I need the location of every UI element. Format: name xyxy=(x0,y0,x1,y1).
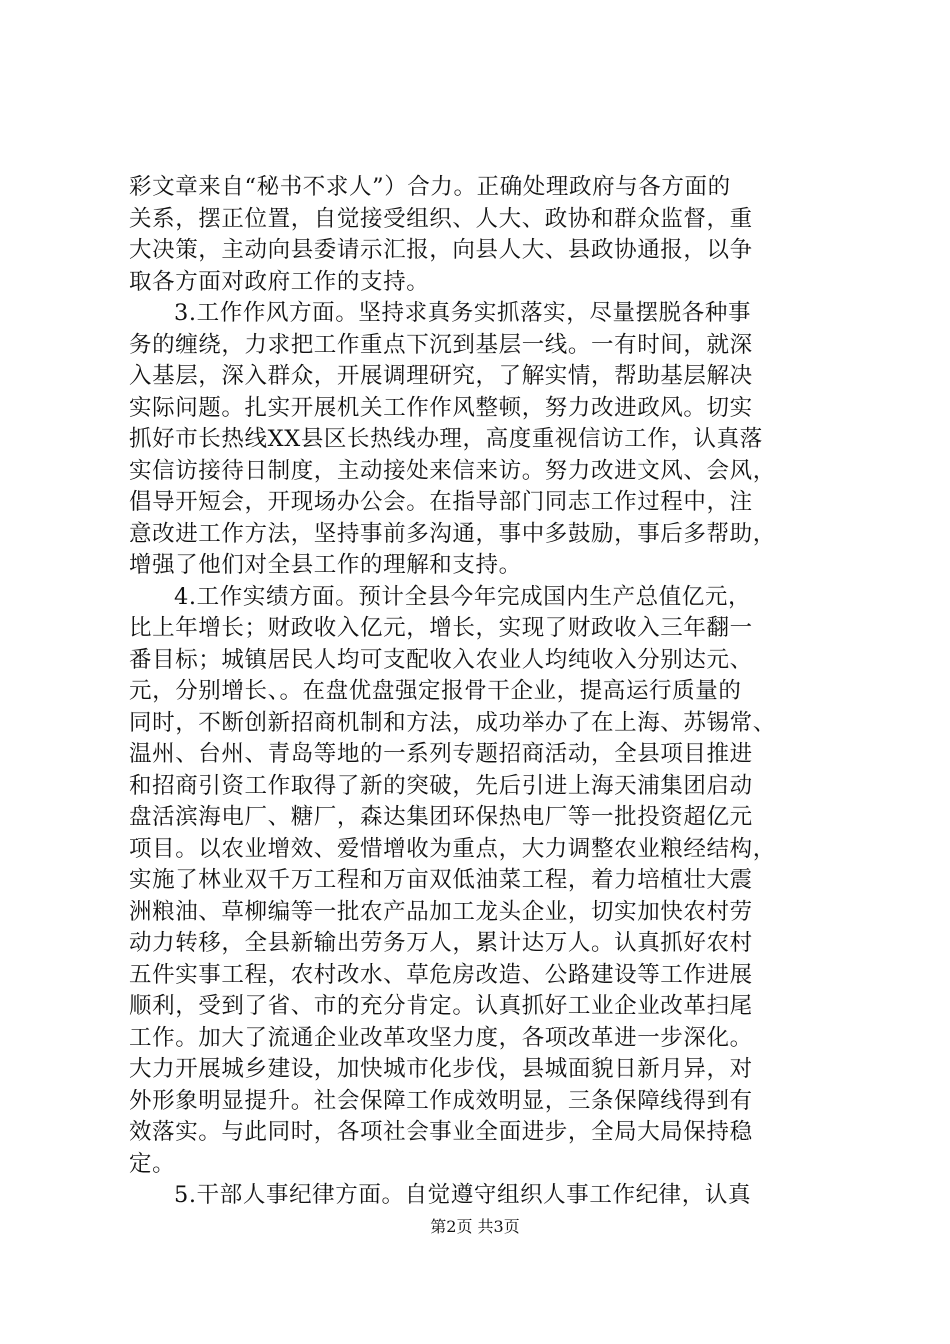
text-line: 5.干部人事纪律方面。自觉遵守组织人事工作纪律，认真 xyxy=(174,1182,752,1208)
text-line: 效落实。与此同时，各项社会事业全面进步，全局大局保持稳 xyxy=(129,1119,753,1145)
text-line: 同时，不断创新招商机制和方法，成功举办了在上海、苏锡常、 xyxy=(129,709,776,736)
text-line: 入基层，深入群众，开展调理研究，了解实情，帮助基层解决 xyxy=(129,363,753,389)
text-line: 大力开展城乡建设，加快城市化步伐，县城面貌日新月异，对 xyxy=(129,1056,753,1082)
text-line: 洲粮油、草柳编等一批农产品加工龙头企业，切实加快农村劳 xyxy=(129,898,753,925)
text-line: 大决策，主动向县委请示汇报，向县人大、县政协通报，以争 xyxy=(129,237,753,263)
text-line: 倡导开短会，开现场办公会。在指导部门同志工作过程中，注 xyxy=(129,489,753,515)
text-line: 外形象明显提升。社会保障工作成效明显，三条保障线得到有 xyxy=(129,1087,753,1114)
text-line: 定。 xyxy=(129,1150,176,1177)
text-line: 动力转移，全县新输出劳务万人，累计达万人。认真抓好农村 xyxy=(129,930,753,956)
text-line: 实施了林业双千万工程和万亩双低油菜工程，着力培植壮大震 xyxy=(129,867,753,893)
page-footer xyxy=(0,1217,950,1237)
page-number-label: 第2页 共3页 xyxy=(430,1217,520,1236)
text-line: 抓好市长热线XX县区长热线办理，高度重视信访工作，认真落 xyxy=(129,426,763,452)
text-line: 实际问题。扎实开展机关工作作风整顿，努力改进政风。切实 xyxy=(129,394,753,421)
text-line: 实信访接待日制度，主动接处来信来访。努力改进文风、会风， xyxy=(129,457,776,484)
text-line: 顺利，受到了省、市的充分肯定。认真抓好工业企业改革扫尾 xyxy=(129,993,753,1019)
text-line: 比上年增长；财政收入亿元，增长，实现了财政收入三年翻一 xyxy=(129,615,753,641)
body-text xyxy=(129,172,829,1212)
text-line: 和招商引资工作取得了新的突破，先后引进上海天浦集团启动 xyxy=(129,772,753,799)
text-line: 工作。加大了流通企业改革攻坚力度，各项改革进一步深化。 xyxy=(129,1024,753,1051)
text-line: 元，分别增长、。在盘优盘强定报骨干企业，提高运行质量的 xyxy=(129,678,742,704)
text-line: 温州、台州、青岛等地的一系列专题招商活动，全县项目推进 xyxy=(129,741,753,767)
text-line: 增强了他们对全县工作的理解和支持。 xyxy=(129,552,522,578)
text-line: 4.工作实绩方面。预计全县今年完成国内生产总值亿元， xyxy=(174,583,752,610)
text-line: 彩文章来自“秘书不求人”）合力。正确处理政府与各方面的 xyxy=(129,174,731,200)
text-line: 3.工作作风方面。坚持求真务实抓落实，尽量摆脱各种事 xyxy=(174,300,752,326)
text-line: 盘活滨海电厂、糖厂，森达集团环保热电厂等一批投资超亿元 xyxy=(129,804,753,830)
text-line: 五件实事工程，农村改水、草危房改造、公路建设等工作进展 xyxy=(129,961,753,988)
text-line: 项目。以农业增效、爱惜增收为重点，大力调整农业粮经结构， xyxy=(129,835,776,862)
text-line: 取各方面对政府工作的支持。 xyxy=(129,268,430,295)
text-line: 意改进工作方法，坚持事前多沟通，事中多鼓励，事后多帮助， xyxy=(129,520,776,547)
text-line: 务的缠绕，力求把工作重点下沉到基层一线。一有时间，就深 xyxy=(129,331,753,358)
text-line: 番目标；城镇居民人均可支配收入农业人均纯收入分别达元、 xyxy=(129,646,753,673)
text-line: 关系，摆正位置，自觉接受组织、人大、政协和群众监督，重 xyxy=(129,205,753,232)
